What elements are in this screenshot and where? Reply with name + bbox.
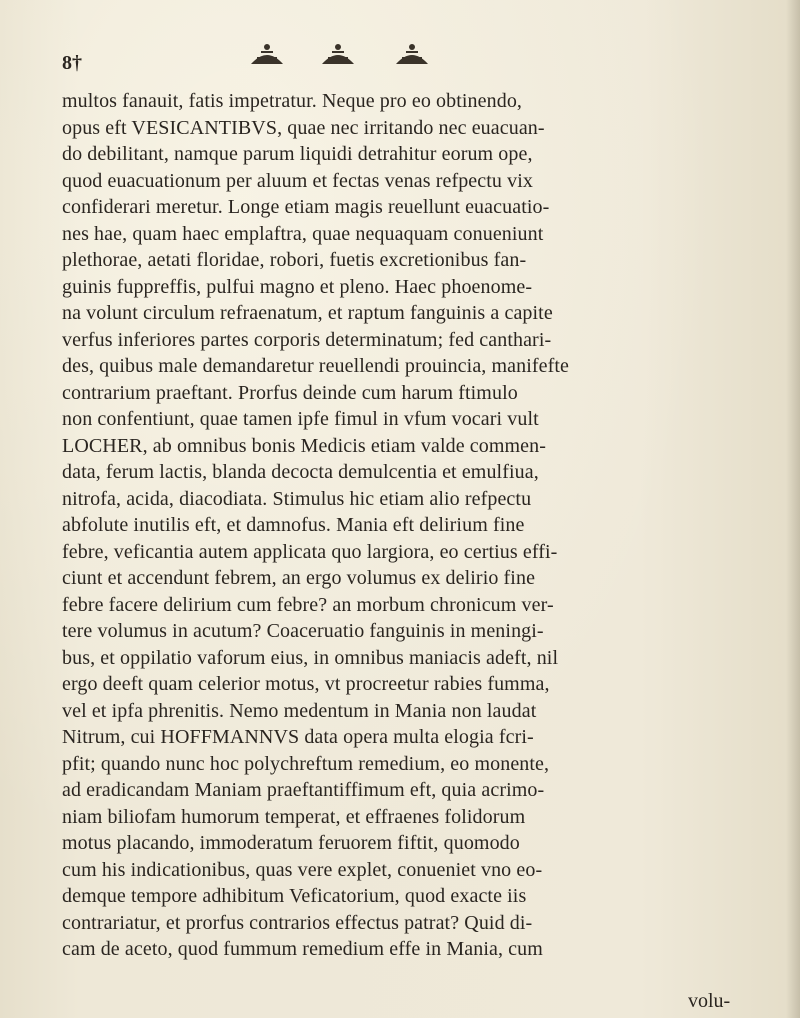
text-line: do debilitant, namque parum liquidi detrahitur eorum ope, [62,143,533,165]
ornament-icon [247,40,287,68]
text-line: nitrofa, acida, diacodiata. Stimulus hic etiam alio refpectu [62,487,532,510]
text-line: quod euacuationum per aluum et fectas venas refpectu vix [62,169,533,192]
text-line: contrarium praeftant. Prorfus deinde cum harum ftimulo [62,381,518,404]
page-header [62,36,742,76]
text-line: confiderari meretur. Longe etiam magis reuellunt euacuatio- [62,196,550,218]
text-line: multos fanauit, fatis impetratur. Neque pro eo obtinendo, [62,90,523,112]
page-number: 8† [62,52,82,74]
text-line: demque tempore adhibitum Veficatorium, quod exacte iis [62,885,527,907]
text-line: cum his indicationibus, quas vere explet, conueniet vno eo- [62,858,543,881]
text-line: guinis fuppreffis, pulfui magno et pleno. Haec phoenome- [62,275,533,298]
text-line: non confentiunt, quae tamen ipfe fimul in vfum vocari vult [62,408,539,430]
text-line: tere volumus in acutum? Coaceruatio fanguinis in meningi- [62,620,544,642]
text-line: plethorae, aetati floridae, robori, fuetis excretionibus fan- [62,249,527,271]
text-line: contrariatur, et prorfus contrarios effectus patrat? Quid di- [62,911,533,934]
body-text [62,88,752,963]
text-line: febre facere delirium cum febre? an morbum chronicum ver- [62,593,554,616]
text-line: des, quibus male demandaretur reuellendi prouincia, manifefte [62,355,570,377]
text-line: cam de aceto, quod fummum remedium effe in Mania, cum [62,938,543,960]
ornament-icon [318,40,358,68]
text-line: pfit; quando nunc hoc polychreftum remedium, eo monente, [62,752,550,775]
ornament-icon [392,40,432,68]
text-line: LOCHER, ab omnibus bonis Medicis etiam valde commen- [62,434,547,457]
catchword: volu- [688,990,731,1012]
text-line: ergo deeft quam celerior motus, vt procreetur rabies fumma, [62,673,550,695]
text-line: opus eft VESICANTIBVS, quae nec irritando nec euacuan- [62,116,545,139]
page-edge-shadow [786,0,800,1018]
text-line: data, ferum lactis, blanda decocta demulcentia et emulfiua, [62,461,539,483]
text-line: na volunt circulum refraenatum, et raptum fanguinis a capite [62,302,553,324]
text-line: verfus inferiores partes corporis determinatum; fed canthari- [62,328,552,351]
text-line: Nitrum, cui HOFFMANNVS data opera multa elogia fcri- [62,726,534,748]
text-line: ad eradicandam Maniam praeftantiffimum eft, quia acrimo- [62,779,545,801]
text-line: niam biliofam humorum temperat, et effraenes folidorum [62,805,526,828]
text-line: motus placando, immoderatum feruorem fiftit, quomodo [62,832,520,854]
text-line: bus, et oppilatio vaforum eius, in omnibus maniacis adeft, nil [62,646,559,669]
text-line: nes hae, quam haec emplaftra, quae nequaquam conueniunt [62,222,544,245]
text-line: abfolute inutilis eft, et damnofus. Mania eft delirium fine [62,514,525,536]
text-line: febre, veficantia autem applicata quo largiora, eo certius effi- [62,540,558,563]
text-line: vel et ipfa phrenitis. Nemo medentum in Mania non laudat [62,699,537,722]
text-line: ciunt et accendunt febrem, an ergo volumus ex delirio fine [62,567,536,589]
